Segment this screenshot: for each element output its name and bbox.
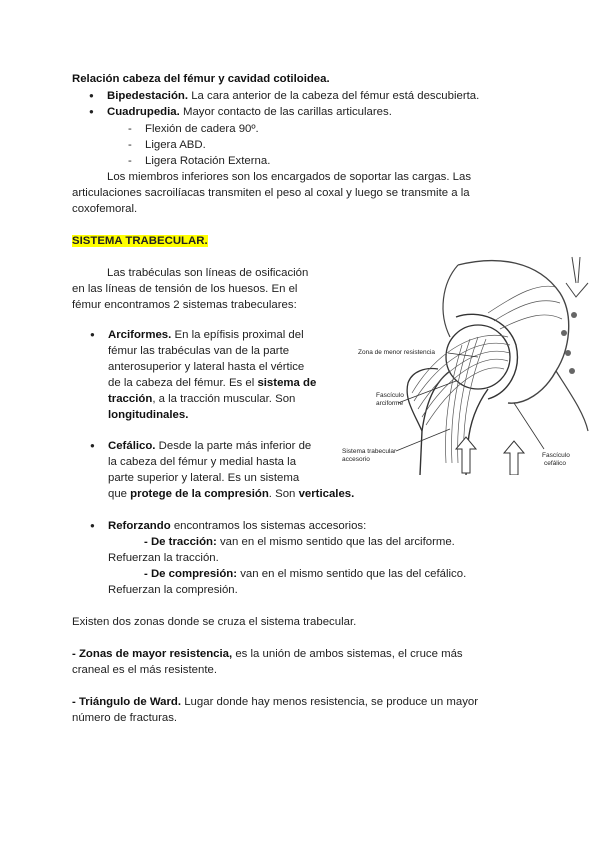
hip-trabecular-figure [338,253,600,475]
section-heading: SISTEMA TRABECULAR. [72,235,208,247]
text-line: longitudinales. [108,409,189,421]
ward-line: - Triángulo de Ward. Lugar donde hay menos resistencia, se produce un mayor [72,696,479,708]
list-item: ● Bipedestación. La cara anterior de la cabeza del fémur está descubierta. [107,88,479,105]
section-title: Relación cabeza del fémur y cavidad cotiloidea. [72,73,330,85]
arciformes-item: ● Arciformes. En la epífisis proximal del [108,327,304,344]
paragraph-line: Existen dos zonas donde se cruza el sistema trabecular. [72,616,357,628]
sub-list-item: - Ligera ABD. [145,137,206,154]
paragraph-line: Las trabéculas son líneas de osificación [107,267,309,279]
text-line: fémur las trabéculas van de la parte [108,345,290,357]
sub-list-item: - Ligera Rotación Externa. [145,153,270,170]
text-line: de la cabeza del fémur. Es el sistema de [108,377,317,389]
paragraph-line: Los miembros inferiores son los encargados de soportar las cargas. Las [107,171,472,183]
sub-list-item: - Flexión de cadera 90º. [145,121,259,138]
cefalico-item: ● Cefálico. Desde la parte más inferior de [108,438,311,455]
text-line: que protege de la compresión. Son verticales. [108,488,355,500]
label-arciforme: Fascículo [376,392,404,399]
reforzando-item: ● Reforzando encontramos los sistemas accesorios: [108,518,366,535]
text-line: - De compresión: van en el mismo sentido que las del cefálico. [144,568,467,580]
label-cefalico: cefálico [544,460,567,467]
text-line: parte superior y lateral. Es un sistema [108,472,300,484]
paragraph-line: coxofemoral. [72,203,138,215]
paragraph-line: en las líneas de tensión de los huesos. En el [72,283,298,295]
text-line: anterosuperior y lateral hasta el vértice [108,361,305,373]
label-accesorio: accesorio [342,456,370,463]
text-line: - De tracción: van en el mismo sentido que las del arciforme. [144,536,455,548]
paragraph-line: articulaciones sacroilíacas transmiten el peso al coxal y luego se transmite a la [72,187,470,199]
label-accesorio: Sistema trabecular [342,448,397,455]
paragraph-line: fémur encontramos 2 sistemas trabeculares: [72,299,297,311]
text-line: la cabeza del fémur y medial hasta la [108,456,297,468]
text-line: craneal es el más resistente. [72,664,217,676]
text-line: Refuerzan la compresión. [108,584,238,596]
list-item: ● Cuadrupedia. Mayor contacto de las carillas articulares. [107,104,392,121]
zona-mayor-line: - Zonas de mayor resistencia, es la unión de ambos sistemas, el cruce más [72,648,463,660]
text-line: tracción, a la tracción muscular. Son [108,393,296,405]
text-line: Refuerzan la tracción. [108,552,219,564]
label-cefalico: Fascículo [542,452,570,459]
text-line: número de fracturas. [72,712,178,724]
label-menor-resistencia: Zona de menor resistencia [358,349,435,356]
label-arciforme: arciforme [376,400,404,407]
